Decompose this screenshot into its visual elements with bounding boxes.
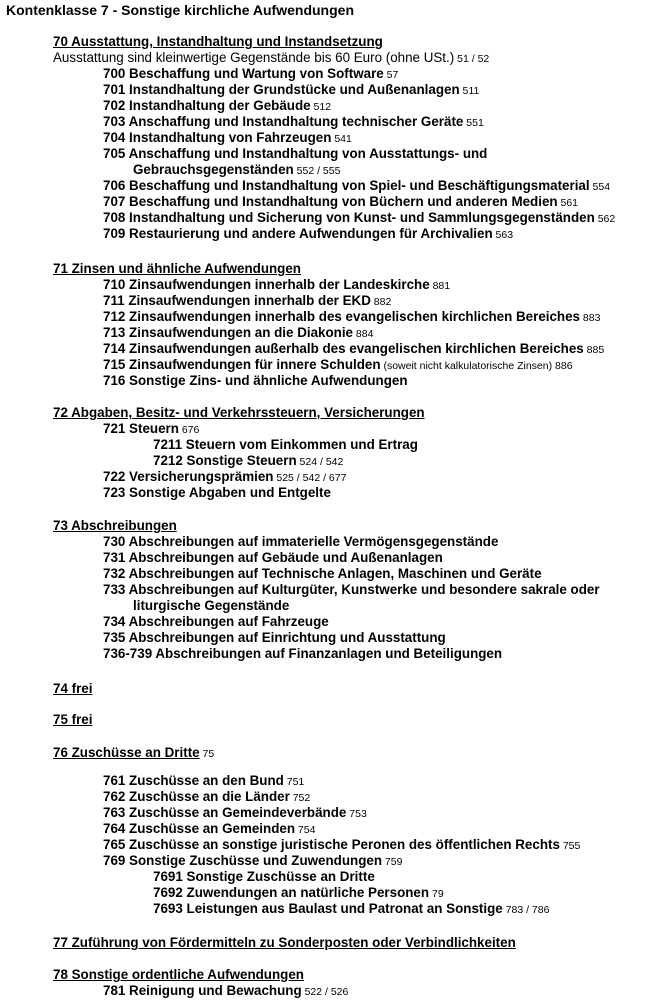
account-line	[103, 178, 610, 195]
account-line	[103, 582, 600, 598]
account-label: 74 frei	[53, 681, 93, 696]
reference-number: 552 / 555	[293, 165, 341, 177]
account-line	[103, 837, 580, 854]
reference-number: 752	[289, 792, 311, 804]
reference-number: 783 / 786	[502, 904, 550, 916]
reference-number: 751	[283, 776, 305, 788]
account-label: 706 Beschaffung und Instandhaltung von Spiel- und Beschäftigungsmaterial	[103, 178, 590, 193]
account-line	[153, 437, 418, 453]
reference-number: 551	[463, 117, 484, 129]
account-label: 730 Abschreibungen auf immaterielle Vermögensgegenstände	[103, 534, 499, 549]
account-line	[103, 630, 446, 646]
reference-number: 57	[383, 69, 399, 81]
account-label: 72 Abgaben, Besitz- und Verkehrssteuern, Versicherungen	[53, 405, 425, 420]
account-line	[103, 773, 304, 790]
account-label: 704 Instandhaltung von Fahrzeugen	[103, 130, 332, 145]
section-heading	[53, 712, 92, 728]
account-label: 732 Abschreibungen auf Technische Anlagen, Maschinen und Geräte	[103, 566, 542, 581]
account-label: 769 Sonstige Zuschüsse und Zuwendungen	[103, 853, 383, 868]
reference-number: 524 / 542	[296, 456, 344, 468]
account-label: 712 Zinsaufwendungen innerhalb des evangelischen kirchlichen Bereiches	[103, 309, 581, 324]
account-label: 734 Abschreibungen auf Fahrzeuge	[103, 614, 329, 629]
account-line	[103, 210, 615, 227]
account-line	[103, 646, 502, 662]
section-heading	[53, 405, 425, 421]
account-label: 733 Abschreibungen auf Kulturgüter, Kunstwerke und besondere sakrale oder	[103, 582, 600, 597]
account-line	[103, 357, 573, 374]
account-label: 70 Ausstattung, Instandhaltung und Instandsetzung	[53, 34, 383, 49]
account-label: 75 frei	[53, 712, 93, 727]
reference-number: 563	[492, 229, 514, 241]
account-line	[103, 277, 450, 294]
account-line	[153, 453, 343, 470]
account-line	[103, 853, 402, 870]
section-heading	[53, 745, 214, 762]
reference-number: 759	[382, 856, 403, 868]
account-label: 7692 Zuwendungen an natürliche Personen	[153, 885, 430, 900]
section-heading	[53, 681, 92, 697]
account-label: 7693 Leistungen aus Baulast und Patronat an Sonstige	[153, 901, 503, 916]
account-line	[103, 421, 199, 438]
account-label: 713 Zinsaufwendungen an die Diakonie	[103, 325, 354, 340]
account-label: 709 Restaurierung und andere Aufwendungen für Archivalien	[103, 226, 493, 241]
reference-number: 512	[310, 101, 332, 113]
account-line	[133, 162, 340, 179]
account-line	[103, 469, 346, 486]
account-label: 703 Anschaffung und Instandhaltung technischer Geräte	[103, 114, 464, 129]
account-line	[103, 534, 498, 550]
reference-number: 525 / 542 / 677	[273, 472, 347, 484]
account-line	[133, 598, 289, 614]
account-line	[103, 805, 367, 822]
reference-number: 676	[178, 424, 200, 436]
section-heading	[53, 935, 516, 951]
account-label: 708 Instandhaltung und Sicherung von Kunst- und Sammlungsgegenständen	[103, 210, 595, 225]
reference-number: 881	[429, 280, 451, 292]
reference-number: 541	[331, 133, 352, 145]
account-line	[103, 293, 391, 310]
account-label: 763 Zuschüsse an Gemeindeverbände	[103, 805, 347, 820]
reference-number: 884	[353, 328, 374, 340]
account-line	[103, 373, 408, 389]
account-label: 723 Sonstige Abgaben und Entgelte	[103, 485, 331, 500]
reference-number: 554	[589, 181, 611, 193]
account-label: 716 Sonstige Zins- und ähnliche Aufwendungen	[103, 373, 408, 388]
account-label: 76 Zuschüsse an Dritte	[53, 745, 200, 760]
account-label: 7211 Steuern vom Einkommen und Ertrag	[153, 437, 418, 452]
reference-number: 753	[346, 808, 367, 820]
account-label: 765 Zuschüsse an sonstige juristische Peronen des öffentlichen Rechts	[103, 837, 560, 852]
account-label: 707 Beschaffung und Instandhaltung von Büchern und anderen Medien	[103, 194, 558, 209]
account-label: Gebrauchsgegenständen	[133, 162, 294, 177]
account-line	[103, 146, 487, 162]
reference-number: 755	[559, 840, 581, 852]
reference-number: 561	[557, 197, 579, 209]
account-label: 714 Zinsaufwendungen außerhalb des evangelischen kirchlichen Bereiches	[103, 341, 584, 356]
account-label: 731 Abschreibungen auf Gebäude und Außenanlagen	[103, 550, 443, 565]
account-label: 736-739 Abschreibungen auf Finanzanlagen und Beteiligungen	[103, 646, 503, 661]
account-line	[103, 550, 443, 566]
account-line	[103, 309, 600, 326]
account-line	[103, 130, 352, 147]
account-label: 7691 Sonstige Zuschüsse an Dritte	[153, 869, 375, 884]
reference-number: 51 / 52	[454, 53, 490, 65]
account-label: 781 Reinigung und Bewachung	[103, 983, 302, 998]
account-line	[103, 983, 348, 1000]
reference-number: 75	[199, 748, 215, 760]
account-label: 762 Zuschüsse an die Länder	[103, 789, 290, 804]
reference-number: 885	[583, 344, 605, 356]
account-label: 71 Zinsen und ähnliche Aufwendungen	[53, 261, 301, 276]
account-label: Ausstattung sind kleinwertige Gegenstände bis 60 Euro (ohne USt.)	[53, 50, 455, 65]
account-line	[103, 66, 398, 83]
account-label: liturgische Gegenstände	[133, 598, 290, 613]
account-label: 721 Steuern	[103, 421, 179, 436]
account-label: 715 Zinsaufwendungen für innere Schulden	[103, 357, 381, 372]
account-label: 77 Zuführung von Fördermitteln zu Sonderposten oder Verbindlichkeiten	[53, 935, 516, 950]
account-label: 764 Zuschüsse an Gemeinden	[103, 821, 296, 836]
account-line	[103, 82, 479, 99]
account-line	[103, 325, 373, 342]
account-label: 735 Abschreibungen auf Einrichtung und Ausstattung	[103, 630, 446, 645]
account-line	[103, 485, 331, 501]
account-line	[153, 869, 375, 885]
account-line	[103, 614, 329, 630]
account-line	[103, 194, 578, 211]
section-heading	[53, 261, 301, 277]
account-label: 7212 Sonstige Steuern	[153, 453, 297, 468]
account-line	[103, 114, 484, 131]
account-line	[53, 50, 489, 67]
section-heading	[53, 34, 383, 50]
account-label: 710 Zinsaufwendungen innerhalb der Landeskirche	[103, 277, 430, 292]
account-label: 705 Anschaffung und Instandhaltung von Ausstattungs- und	[103, 146, 488, 161]
reference-number: 562	[594, 213, 616, 225]
account-label: 761 Zuschüsse an den Bund	[103, 773, 284, 788]
section-heading	[53, 518, 177, 534]
reference-number: 883	[580, 312, 601, 324]
account-line	[103, 566, 542, 582]
account-label: 700 Beschaffung und Wartung von Software	[103, 66, 384, 81]
reference-number: 79	[429, 888, 444, 900]
account-line	[103, 821, 315, 838]
account-line	[103, 226, 513, 243]
account-line	[103, 341, 604, 358]
account-line	[103, 789, 310, 806]
page-title: Kontenklasse 7 - Sonstige kirchliche Aufwendungen	[6, 2, 354, 18]
account-label: 711 Zinsaufwendungen innerhalb der EKD	[103, 293, 371, 308]
account-label: 722 Versicherungsprämien	[103, 469, 274, 484]
account-label: 78 Sonstige ordentliche Aufwendungen	[53, 967, 304, 982]
account-line	[153, 885, 444, 902]
account-label: 702 Instandhaltung der Gebäude	[103, 98, 311, 113]
section-heading	[53, 967, 304, 983]
reference-number: 511	[459, 85, 480, 97]
account-label: 73 Abschreibungen	[53, 518, 177, 533]
reference-number: 754	[295, 824, 316, 836]
account-label: 701 Instandhaltung der Grundstücke und Außenanlagen	[103, 82, 460, 97]
reference-number: 882	[370, 296, 392, 308]
reference-number: 522 / 526	[301, 986, 349, 998]
account-line	[103, 98, 331, 115]
account-line	[153, 901, 549, 918]
reference-number: (soweit nicht kalkulatorische Zinsen) 886	[380, 360, 573, 372]
